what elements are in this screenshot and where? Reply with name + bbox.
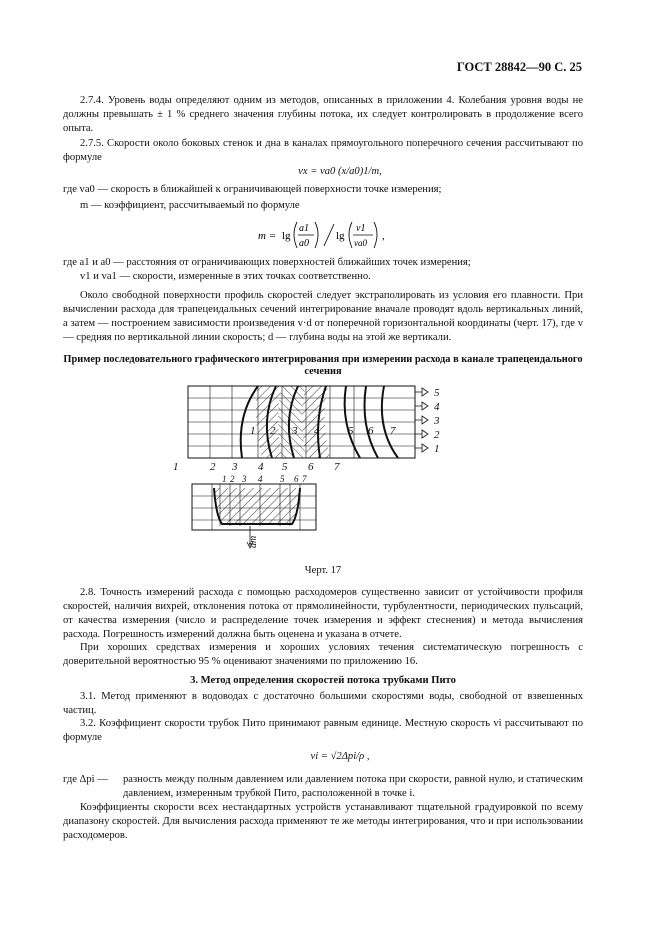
definition-body: разность между полным давлением или давлением потока при скорости, равной нулю, и статическим давлением, измеренным трубкой Пито, расположенной в точке i. xyxy=(123,774,583,799)
formula-m xyxy=(256,214,396,254)
where-a1-a0: где a1 и a0 — расстояния от ограничивающих поверхностей ближайших точек измерения; xyxy=(63,257,471,268)
formula-lg-1: lg xyxy=(282,230,291,242)
figure-caption: Черт. 17 xyxy=(304,565,342,576)
formula-m-lhs: m = xyxy=(258,230,277,242)
where-va0: где va0 — скорость в ближайшей к ограничивающей поверхности точке измерения; xyxy=(63,184,442,195)
figure-17-svg xyxy=(170,376,460,554)
formula-vi: vi = √2Δpi/ρ , xyxy=(310,751,370,762)
paragraph-surface: Около свободной поверхности профиль скоростей следует экстраполировать из условия его плавности. При вычислении расхода для трапецеидальных сечений интегрирование вначале проводят вдоль вертикальных линий, а затем — построением зависимости произведения v·d от поперечной горизонтальной координаты (черт. 17), где v — средняя по вертикальной линии скорость; d — глубина воды на этой же вертикали. xyxy=(63,290,583,343)
section-3-heading: 3. Метод определения скоростей потока трубками Пито xyxy=(190,675,456,686)
inner-number-3: 3 xyxy=(292,425,298,437)
bottom-number-5: 5 xyxy=(282,461,288,473)
paragraph-2-8: 2.8. Точность измерений расхода с помощью расходомеров существенно зависит от устойчивости профиля скоростей, наличия вихрей, отклонения потока от прямолинейности, турбулентности, периодических пульсаций, от качества измерения (число и распределение точек измерения и эффект стеснения) и метода вычисления расхода. Погрешность измерений должна быть оценена и указана в отчете. xyxy=(63,587,583,640)
lower-number-6: 6 xyxy=(294,474,299,484)
definition-label: где Δpi — xyxy=(63,774,108,785)
bottom-number-1: 1 xyxy=(173,461,179,473)
bottom-number-4: 4 xyxy=(258,461,264,473)
inner-number-4: 4 xyxy=(314,425,320,437)
paragraph-3-2: 3.2. Коэффициент скорости трубок Пито принимают равным единице. Местную скорость vi рассчитывают по формуле xyxy=(63,718,583,743)
where-v1: v1 и va1 — скорости, измеренные в этих точках соответственно. xyxy=(80,271,371,282)
right-number-4: 4 xyxy=(434,401,440,413)
formula-va0: va0 xyxy=(354,238,367,248)
paragraph-coefficients: Коэффициенты скорости всех нестандартных устройств устанавливают тщательной градуировкой по всему диапазону скоростей. Для вычисления расхода применяют те же методы интегрирования, что и при использовании расходомеров. xyxy=(63,802,583,841)
formula-vx: vx = va0 (x/a0)1/m, xyxy=(298,166,382,177)
paragraph-3-1: 3.1. Метод применяют в водоводах с достаточно большими скоростями воды, свободной от взвешенных частиц. xyxy=(63,691,583,716)
formula-a1: a1 xyxy=(299,223,309,234)
formula-v1: v1 xyxy=(356,223,366,234)
inner-number-5: 5 xyxy=(348,425,354,437)
paragraph-2-7-5: 2.7.5. Скорости около боковых стенок и дна в каналах прямоугольного поперечного сечения рассчитывают по формуле xyxy=(63,138,583,163)
where-m: m — коэффициент, рассчитываемый по формуле xyxy=(80,200,300,211)
right-number-5: 5 xyxy=(434,387,440,399)
paragraph-good-conditions: При хороших средствах измерения и хороших условиях течения систематическую погрешность с доверительной вероятностью 95 % оценивают значениями по приложению 16. xyxy=(63,642,583,667)
lower-number-5: 5 xyxy=(280,474,285,484)
bottom-number-7: 7 xyxy=(334,461,340,473)
right-number-2: 2 xyxy=(434,429,440,441)
lower-number-2: 2 xyxy=(230,474,235,484)
svg-text:,: , xyxy=(382,230,385,242)
inner-number-2: 2 xyxy=(270,425,276,437)
figure-17 xyxy=(170,376,460,559)
formula-lg-2: lg xyxy=(336,230,345,242)
bottom-number-6: 6 xyxy=(308,461,314,473)
inner-number-6: 6 xyxy=(368,425,374,437)
lower-number-3: 3 xyxy=(242,474,247,484)
formula-m-svg xyxy=(256,214,396,254)
page-header: ГОСТ 28842—90 С. 25 xyxy=(456,60,582,74)
lower-number-4: 4 xyxy=(258,474,263,484)
figure-title: Пример последовательного графического интегрирования при измерении расхода в канале трапецеидального сечения xyxy=(63,354,583,377)
paragraph-2-7-4: 2.7.4. Уровень воды определяют одним из методов, описанных в приложении 4. Колебания уровня воды не должны превышать ± 1 % среднего значения глубины потока, их следует контролировать в продолжение всего опыта. xyxy=(63,95,583,134)
bottom-number-3: 3 xyxy=(232,461,238,473)
inner-number-7: 7 xyxy=(390,425,396,437)
bottom-number-2: 2 xyxy=(210,461,216,473)
inner-number-1: 1 xyxy=(250,425,256,437)
lower-label-dm: dm xyxy=(248,535,259,548)
lower-number-1: 1 xyxy=(222,474,227,484)
formula-a0: a0 xyxy=(299,238,309,249)
right-number-3: 3 xyxy=(434,415,440,427)
right-number-1: 1 xyxy=(434,443,440,455)
lower-number-7: 7 xyxy=(302,474,307,484)
